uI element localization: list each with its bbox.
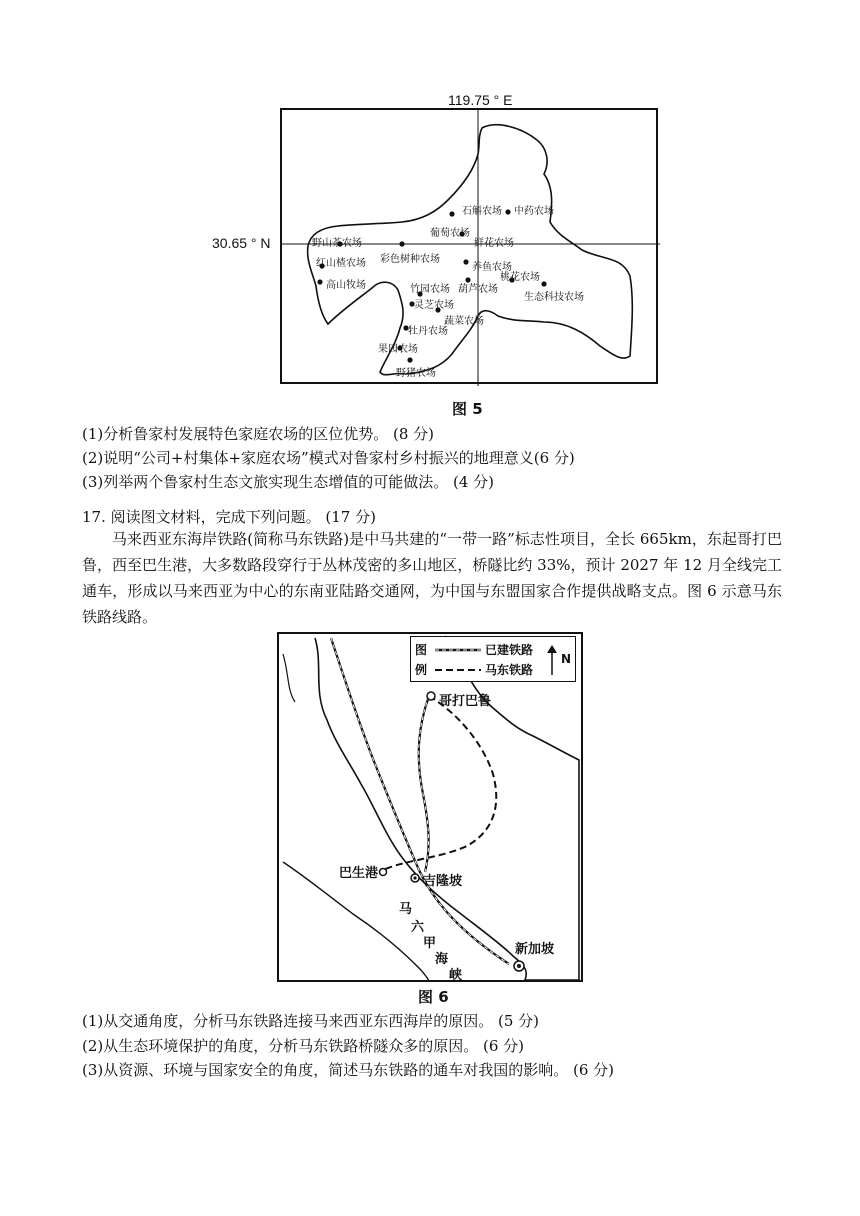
longitude-label: 119.75 ° E: [448, 92, 513, 108]
figure-5-map: [280, 108, 658, 384]
farm-label: 石斛农场: [462, 206, 502, 217]
q17-item-2: (2)从生态环境保护的角度，分析马东铁路桥隧众多的原因。 (6 分): [82, 1037, 525, 1055]
farm-label: 葫芦农场: [458, 284, 498, 295]
north-label: N: [561, 652, 572, 666]
farm-label: 野山茶农场: [312, 238, 362, 249]
strait-char: 马: [399, 902, 413, 917]
q17-paragraph: 马来西亚东海岸铁路(简称马东铁路)是中马共建的“一带一路”标志性项目，全长 665km，东起哥打巴鲁，西至巴生港，大多数路段穿行于丛林茂密的多山地区，桥隧比约 33%，预计 2027 年 12 月全线完工通车，形成以马来西亚为中心的东南亚陆路交通网，为中国与东盟国家合作提供战略支点。图 6 示意马东铁路线路。: [82, 530, 782, 626]
figure-6-map: [277, 632, 583, 982]
farm-label: 果园农场: [378, 344, 418, 355]
farm-label: 彩色树种农场: [380, 254, 440, 265]
q16-item-2: (2)说明“公司+村集体+家庭农场”模式对鲁家村乡村振兴的地理意义(6 分): [82, 449, 575, 467]
strait-char: 六: [411, 920, 425, 935]
farm-label: 高山牧场: [326, 280, 366, 291]
figure-5-caption: 图 5: [452, 400, 483, 418]
farm-label: 野猪农场: [396, 368, 436, 379]
legend-ecrl: 马东铁路: [485, 663, 534, 677]
city-kota-bharu: 哥打巴鲁: [439, 694, 492, 709]
legend-heading: 例: [415, 663, 428, 677]
q16-item-3: (3)列举两个鲁家村生态文旅实现生态增值的可能做法。 (4 分): [82, 473, 495, 491]
farm-label: 鲜花农场: [474, 238, 514, 249]
figure-6-caption: 图 6: [418, 988, 449, 1006]
q17-item-3: (3)从资源、环境与国家安全的角度，简述马东铁路的通车对我国的影响。 (6 分): [82, 1061, 615, 1079]
farm-label: 红山楂农场: [316, 258, 366, 269]
strait-char: 甲: [423, 936, 437, 951]
farm-label: 蔬菜农场: [444, 316, 484, 327]
legend-heading: 图: [415, 643, 428, 657]
q16-item-1: (1)分析鲁家村发展特色家庭农场的区位优势。 (8 分): [82, 425, 435, 443]
city-singapore: 新加坡: [515, 942, 555, 957]
farm-label: 竹园农场: [410, 284, 450, 295]
farm-label: 生态科技农场: [524, 292, 584, 303]
farm-label: 灵芝农场: [414, 300, 454, 311]
strait-char: 峡: [449, 968, 463, 983]
farm-label: 葡萄农场: [430, 228, 470, 239]
farm-label: 养鱼农场: [472, 262, 512, 273]
strait-char: 海: [435, 952, 449, 967]
city-kuala-lumpur: 吉隆坡: [423, 874, 463, 889]
latitude-label: 30.65 ° N: [212, 235, 271, 251]
legend-built-railway: 已建铁路: [485, 643, 534, 657]
farm-label: 牡丹农场: [408, 326, 448, 337]
q17-title: 17. 阅读图文材料，完成下列问题。 (17 分): [82, 508, 376, 526]
north-arrow-icon: [545, 643, 559, 677]
q17-item-1: (1)从交通角度，分析马东铁路连接马来西亚东西海岸的原因。 (5 分): [82, 1012, 540, 1030]
city-port-klang: 巴生港: [339, 866, 379, 881]
figure-6-legend: [410, 636, 576, 682]
farm-label: 中药农场: [514, 206, 554, 217]
legend-line-symbols: [433, 641, 483, 681]
farm-label: 桃花农场: [500, 272, 540, 283]
